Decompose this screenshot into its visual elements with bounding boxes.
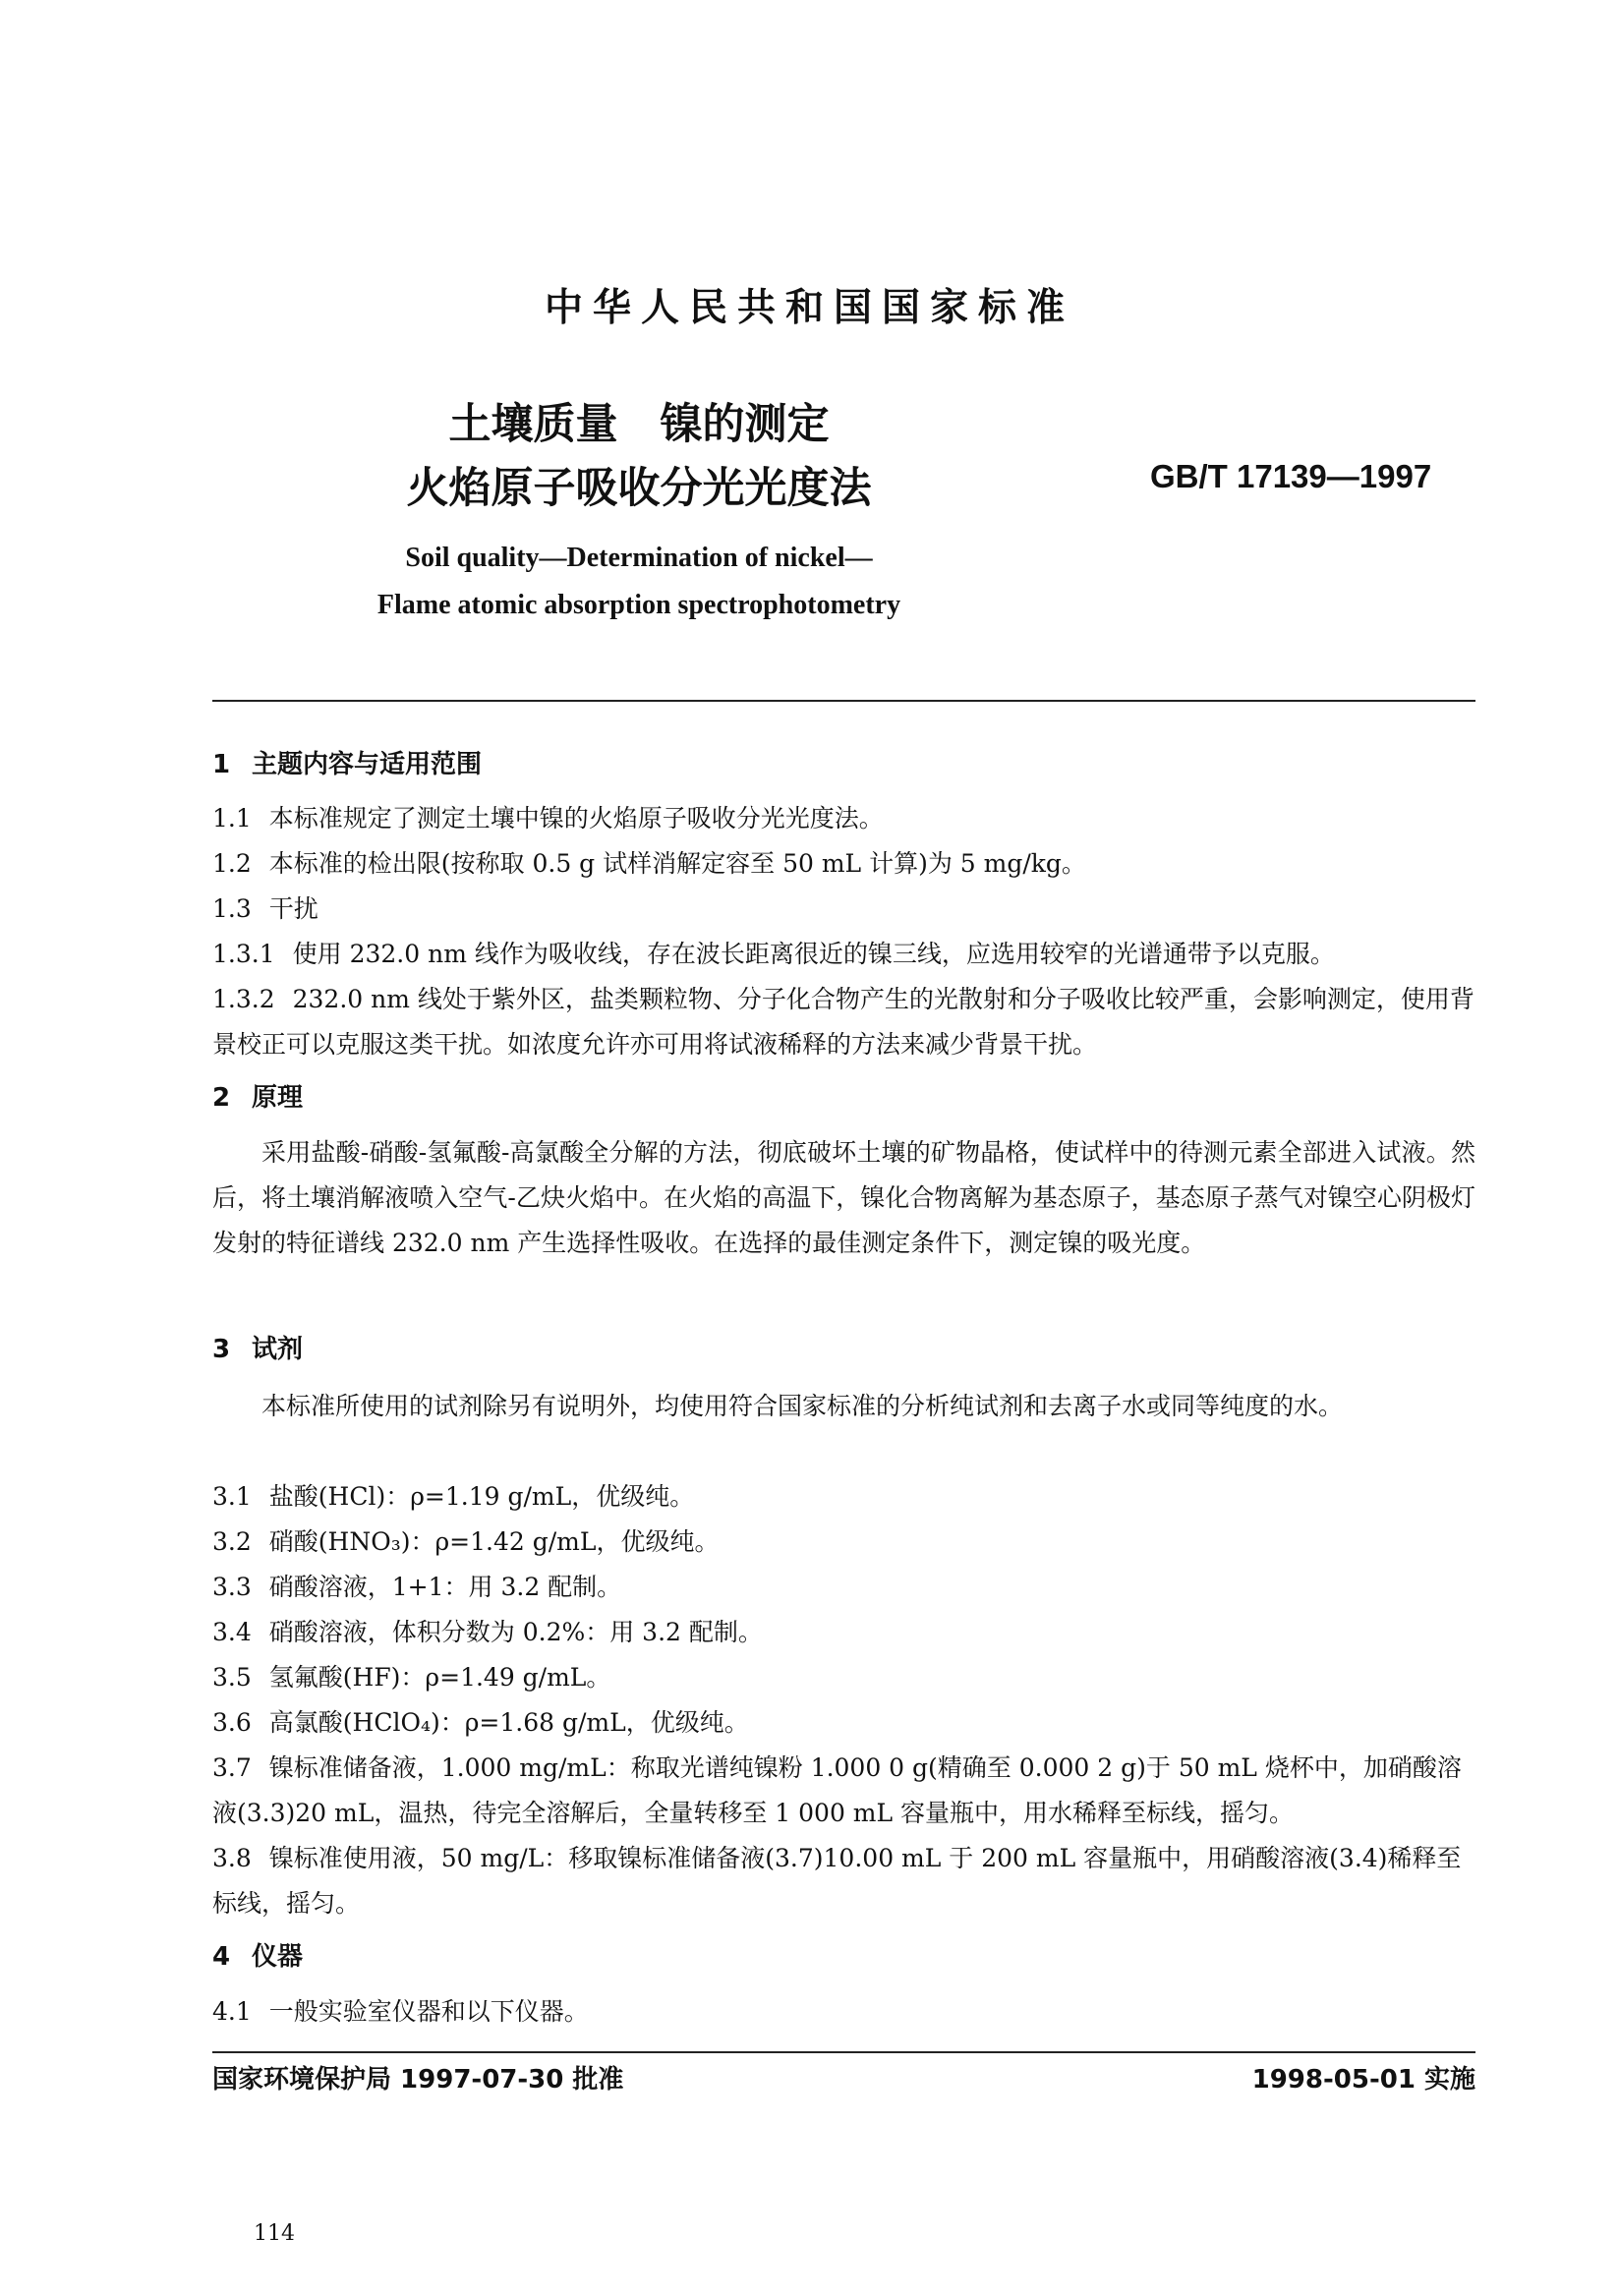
- section-number: 1: [212, 750, 231, 779]
- clause-3-3: [212, 1565, 1475, 1610]
- header-divider: [212, 700, 1475, 702]
- effective-date: 1998-05-01 实施: [1251, 2065, 1475, 2095]
- document-title-cn-line2: 火焰原子吸收分光光度法: [406, 464, 872, 513]
- clause-number: 3.7: [212, 1753, 252, 1782]
- clause-text: 硝酸溶液，1+1：用 3.2 配制。: [268, 1573, 622, 1601]
- document-title-en-line2: Flame atomic absorption spectrophotometry: [376, 590, 901, 620]
- clause-number: 4.1: [212, 1997, 252, 2026]
- clause-3-1: [212, 1474, 1475, 1520]
- clause-3-7: [212, 1746, 1475, 1836]
- document-title-cn-line1: 土壤质量 镍的测定: [448, 400, 830, 449]
- clause-1-1: [212, 796, 1475, 841]
- section-heading-1: [212, 744, 482, 780]
- document-title-en-line1: Soil quality—Determination of nickel—: [405, 543, 873, 573]
- section-title: 原理: [252, 1083, 304, 1113]
- clause-text: 使用 232.0 nm 线作为吸收线，存在波长距离很近的镍三线，应选用较窄的光谱通带予以克服。: [292, 940, 1335, 968]
- clause-number: 1.3: [212, 894, 252, 923]
- section-heading-2: [212, 1077, 303, 1114]
- section-title: 主题内容与适用范围: [252, 750, 483, 779]
- footer-divider: [212, 2051, 1475, 2053]
- reagents-intro-paragraph: 本标准所使用的试剂除另有说明外，均使用符合国家标准的分析纯试剂和去离子水或同等纯度的水。: [261, 1392, 1344, 1420]
- clause-4-1: [212, 1989, 1475, 2035]
- clause-1-3-1: [212, 932, 1475, 977]
- clause-text: 232.0 nm 线处于紫外区，盐类颗粒物、分子化合物产生的光散射和分子吸收比较严重，会影响测定，使用背景校正可以克服这类干扰。如浓度允许亦可用将试液稀释的方法来减少背景干扰。: [212, 985, 1474, 1059]
- clause-1-2: [212, 841, 1475, 887]
- clause-text: 氢氟酸(HF)：ρ=1.49 g/mL。: [268, 1663, 611, 1692]
- standard-code: GB/T 17139—1997: [1150, 458, 1432, 494]
- clause-1-3: [212, 887, 1475, 932]
- clause-number: 3.1: [212, 1482, 252, 1511]
- section-title: 试剂: [252, 1335, 304, 1364]
- clause-3-5: [212, 1655, 1475, 1700]
- clause-text: 高氯酸(HClO₄)：ρ=1.68 g/mL，优级纯。: [268, 1708, 749, 1737]
- clause-number: 1.3.1: [212, 940, 275, 968]
- section-heading-3: [212, 1329, 303, 1365]
- clause-number: 1.3.2: [212, 985, 275, 1013]
- clause-text: 硝酸(HNO₃)：ρ=1.42 g/mL，优级纯。: [268, 1527, 720, 1556]
- clause-text: 镍标准储备液，1.000 mg/mL：称取光谱纯镍粉 1.000 0 g(精确至 0.000 2 g)于 50 mL 烧杯中，加硝酸溶液(3.3)20 mL，温热，待完全溶解后，全量转移至 1 000 mL 容量瓶中，用水稀释至标线，摇匀。: [212, 1753, 1462, 1827]
- clause-number: 3.4: [212, 1618, 252, 1646]
- section-title: 仪器: [252, 1942, 304, 1972]
- clause-3-6: [212, 1700, 1475, 1746]
- clause-text: 本标准规定了测定土壤中镍的火焰原子吸收分光光度法。: [268, 804, 884, 832]
- clause-3-4: [212, 1610, 1475, 1655]
- clause-number: 3.2: [212, 1527, 252, 1556]
- section-heading-4: [212, 1936, 303, 1973]
- clause-1-3-2: [212, 977, 1475, 1067]
- clause-text: 干扰: [268, 894, 318, 923]
- clause-text: 硝酸溶液，体积分数为 0.2%：用 3.2 配制。: [268, 1618, 763, 1646]
- clause-text: 一般实验室仪器和以下仪器。: [268, 1997, 589, 2026]
- principle-paragraph: 采用盐酸-硝酸-氢氟酸-高氯酸全分解的方法，彻底破坏土壤的矿物晶格，使试样中的待测元素全部进入试液。然后，将土壤消解液喷入空气-乙炔火焰中。在火焰的高温下，镍化合物离解为基态原子，基态原子蒸气对镍空心阴极灯发射的特征谱线 232.0 nm 产生选择性吸收。在选择的最佳测定条件下，测定镍的吸光度。: [212, 1138, 1475, 1257]
- standard-header: 中华人民共和国国家标准: [544, 286, 1074, 330]
- clause-3-2: [212, 1520, 1475, 1565]
- clause-text: 本标准的检出限(按称取 0.5 g 试样消解定容至 50 mL 计算)为 5 mg/kg。: [268, 849, 1086, 878]
- section-number: 2: [212, 1083, 231, 1113]
- clause-3-8: [212, 1836, 1475, 1926]
- clause-number: 3.5: [212, 1663, 252, 1692]
- section-number: 3: [212, 1335, 231, 1364]
- section-number: 4: [212, 1942, 231, 1972]
- clause-number: 1.1: [212, 804, 252, 832]
- approval-date: 国家环境保护局 1997-07-30 批准: [212, 2065, 624, 2095]
- page-number: 114: [254, 2221, 295, 2246]
- clause-number: 3.3: [212, 1573, 252, 1601]
- clause-text: 镍标准使用液，50 mg/L：移取镍标准储备液(3.7)10.00 mL 于 200 mL 容量瓶中，用硝酸溶液(3.4)稀释至标线，摇匀。: [212, 1844, 1462, 1918]
- clause-number: 1.2: [212, 849, 252, 878]
- clause-number: 3.6: [212, 1708, 252, 1737]
- clause-number: 3.8: [212, 1844, 252, 1872]
- clause-text: 盐酸(HCl)：ρ=1.19 g/mL，优级纯。: [268, 1482, 695, 1511]
